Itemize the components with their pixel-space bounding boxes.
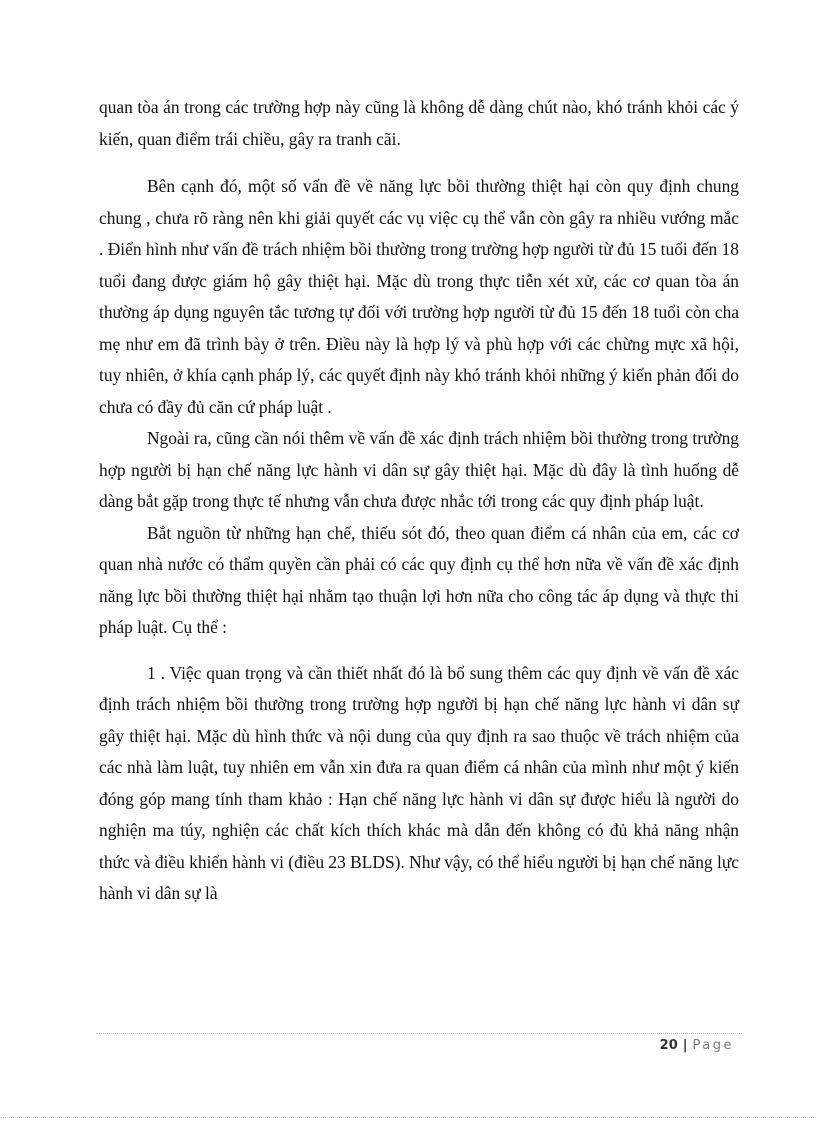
paragraph-4: Bắt nguồn từ những hạn chế, thiếu sót đó, theo quan điểm cá nhân của em, các cơ quan nhà nước có thẩm quyền cần phải có các quy định cụ thể hơn nữa về vấn đề xác định năng lực bồi thường thiệt hại nhằm tạo thuận lợi hơn nữa cho công tác áp dụng và thực thi pháp luật. Cụ thể : (99, 522, 739, 637)
document-body (99, 92, 739, 910)
paragraph-1: quan tòa án trong các trường hợp này cũng là không dễ dàng chút nào, khó tránh khỏi các ý kiến, quan điểm trái chiều, gây ra tranh cãi. (99, 97, 739, 149)
page-label: Page (692, 1038, 734, 1053)
paragraph-2: Bên cạnh đó, một số vấn đề về năng lực bồi thường thiệt hại còn quy định chung chung , chưa rõ ràng nên khi giải quyết các vụ việc cụ thể vẫn còn gây ra nhiều vướng mắc . Điển hình như vấn đề trách nhiệm bồi thường trong trường hợp người từ đủ 15 tuổi đến 18 tuổi đang được giám hộ gây thiệt hại. Mặc dù trong thực tiễn xét xử, các cơ quan tòa án thường áp dụng nguyên tắc tương tự đối với trường hợp người từ đủ 15 đến 18 tuổi còn cha mẹ như em đã trình bày ở trên. Điều này là hợp lý và phù hợp với các chừng mực xã hội, tuy nhiên, ở khía cạnh pháp lý, các quyết định này khó tránh khỏi những ý kiến phản đối do chưa có đầy đủ căn cứ pháp luật . (99, 176, 739, 417)
page-bottom-divider (0, 1117, 816, 1118)
footer-separator: | (682, 1038, 688, 1053)
paragraph-3: Ngoài ra, cũng cần nói thêm về vấn đề xác định trách nhiệm bồi thường trong trường hợp người bị hạn chế năng lực hành vi dân sự gây thiệt hại. Mặc dù đây là tình huống dễ dàng bắt gặp trong thực tế nhưng vẫn chưa được nhắc tới trong các quy định pháp luật. (99, 428, 739, 511)
page-number: 20 (659, 1038, 678, 1053)
page-footer (660, 1038, 734, 1053)
footer-divider (96, 1033, 742, 1034)
paragraph-5: 1 . Việc quan trọng và cần thiết nhất đó là bổ sung thêm các quy định về vấn đề xác định trách nhiệm bồi thường trong trường hợp người bị hạn chế năng lực hành vi dân sự gây thiệt hại. Mặc dù hình thức và nội dung của quy định ra sao thuộc về trách nhiệm của các nhà làm luật, tuy nhiên em vẫn xin đưa ra quan điểm cá nhân của mình như một ý kiến đóng góp mang tính tham khảo : Hạn chế năng lực hành vi dân sự được hiểu là người do nghiện ma túy, nghiện các chất kích thích khác mà dẫn đến không có đủ khả năng nhận thức và điều khiển hành vi (điều 23 BLDS). Như vậy, có thể hiểu người bị hạn chế năng lực hành vi dân sự là (99, 662, 739, 903)
